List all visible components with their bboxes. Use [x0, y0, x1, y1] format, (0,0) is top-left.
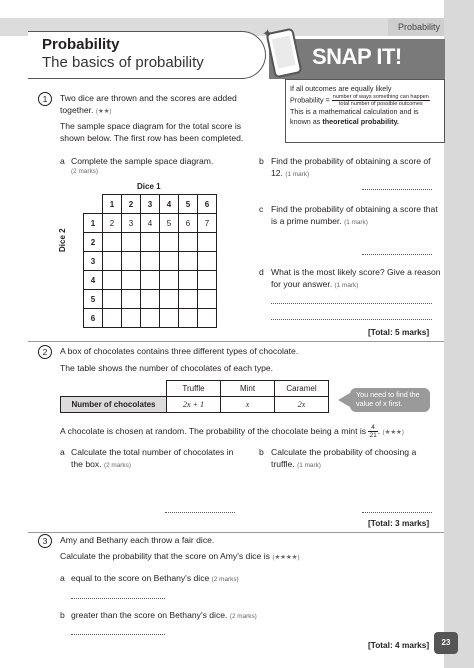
q1b-text: Find the probability of obtaining a score of 12. (1 mark) — [271, 156, 431, 178]
formula-label: Probability = — [290, 95, 330, 105]
snap-formula — [290, 94, 440, 107]
table-value-truffle: 2x + 1 — [167, 397, 221, 413]
q1-total-marks: [Total: 5 marks] — [368, 327, 430, 337]
grid-cell[interactable] — [122, 233, 141, 252]
q1-text2: The sample space diagram for the total score is shown below. The first row has been completed. — [60, 121, 244, 143]
grid-row-head: 5 — [84, 290, 103, 309]
grid-cell[interactable] — [198, 252, 217, 271]
question-number-1: 1 — [38, 92, 52, 106]
grid-cell[interactable] — [122, 252, 141, 271]
question-number-2: 2 — [38, 345, 52, 359]
grid-row-head: 3 — [84, 252, 103, 271]
grid-cell[interactable] — [141, 290, 160, 309]
grid-cell[interactable] — [198, 309, 217, 328]
q1a-marks: (2 marks) — [71, 168, 98, 175]
grid-cell: 6 — [179, 214, 198, 233]
grid-cell[interactable] — [141, 252, 160, 271]
table-corner — [61, 381, 167, 397]
q1c-answer-line[interactable] — [362, 254, 432, 255]
table-row-label: Number of chocolates — [61, 397, 167, 413]
q3b-answer-line[interactable] — [71, 634, 165, 635]
q3-text: Amy and Bethany each throw a fair dice. — [60, 535, 215, 545]
q3b-text: greater than the score on Bethany's dice. (2 marks) — [71, 610, 257, 620]
grid-cell[interactable] — [122, 290, 141, 309]
grid-cell[interactable] — [179, 252, 198, 271]
grid-cell: 4 — [141, 214, 160, 233]
table-value-caramel: 2x — [275, 397, 329, 413]
q1-text: Two dice are thrown and the scores are added together. (★★) — [60, 93, 237, 115]
formula-numerator: number of ways something can happen — [332, 93, 429, 100]
grid-cell[interactable] — [103, 309, 122, 328]
q3a-answer-line[interactable] — [71, 598, 165, 599]
q2-text: A box of chocolates contains three different types of chocolate. — [60, 346, 299, 356]
grid-cell[interactable] — [198, 271, 217, 290]
q1b-answer-line[interactable] — [362, 189, 432, 190]
grid-cell[interactable] — [141, 271, 160, 290]
snap-info-box — [285, 79, 445, 143]
grid-col-head: 6 — [198, 195, 217, 214]
grid-col-head: 5 — [179, 195, 198, 214]
section-label: Probability — [397, 22, 440, 32]
chocolate-table — [60, 380, 329, 413]
table-col-truffle: Truffle — [167, 381, 221, 397]
grid-cell[interactable] — [160, 309, 179, 328]
grid-cell[interactable] — [103, 252, 122, 271]
q1d-label: d — [259, 267, 264, 277]
grid-col-head: 2 — [122, 195, 141, 214]
page-number: 23 — [434, 632, 458, 654]
q2a-label: a — [60, 447, 65, 457]
grid-col-head: 1 — [103, 195, 122, 214]
hint-box: You need to find the value of x first. — [350, 388, 430, 412]
page-title: Probability — [42, 36, 120, 53]
q1b-label: b — [259, 156, 264, 166]
question-number-3: 3 — [38, 534, 52, 548]
q1a-label: a — [60, 156, 65, 166]
grid-cell[interactable] — [160, 271, 179, 290]
table-value-mint: x — [221, 397, 275, 413]
grid-cell: 5 — [160, 214, 179, 233]
snap-bold-term: theoretical probability. — [322, 116, 399, 126]
q1a-text: Complete the sample space diagram. — [71, 156, 214, 166]
grid-col-head: 4 — [160, 195, 179, 214]
grid-cell[interactable] — [122, 271, 141, 290]
q2a-text: Calculate the total number of chocolates in the box. (2 marks) — [71, 447, 234, 469]
q1d-text: What is the most likely score? Give a reason for your answer. (1 mark) — [271, 267, 441, 289]
sample-space-grid — [83, 194, 217, 328]
grid-cell[interactable] — [179, 233, 198, 252]
grid-cell: 3 — [122, 214, 141, 233]
q3a-label: a — [60, 573, 65, 583]
dice1-label: Dice 1 — [137, 182, 161, 191]
hint-arrow-icon — [338, 393, 350, 407]
grid-cell: 7 — [198, 214, 217, 233]
q1c-label: c — [259, 204, 264, 214]
q2b-text: Calculate the probability of choosing a truffle. (1 mark) — [271, 447, 417, 469]
grid-cell[interactable] — [122, 309, 141, 328]
sparkle-icon: ✦ — [262, 26, 273, 41]
grid-row-head: 2 — [84, 233, 103, 252]
q1c-text: Find the probability of obtaining a score that is a prime number. (1 mark) — [271, 204, 438, 226]
grid-cell[interactable] — [103, 290, 122, 309]
q2-total-marks: [Total: 3 marks] — [368, 518, 430, 528]
grid-row-head: 6 — [84, 309, 103, 328]
grid-cell[interactable] — [103, 233, 122, 252]
grid-cell[interactable] — [198, 290, 217, 309]
q2a-answer-line[interactable] — [165, 512, 235, 513]
grid-col-head: 3 — [141, 195, 160, 214]
divider — [28, 341, 444, 342]
grid-cell[interactable] — [141, 233, 160, 252]
formula-denominator: total number of possible outcomes — [338, 100, 423, 107]
grid-cell[interactable] — [103, 271, 122, 290]
dice2-label: Dice 2 — [58, 228, 67, 252]
grid-cell: 2 — [103, 214, 122, 233]
snap-line1: If all outcomes are equally likely — [290, 84, 392, 93]
right-margin-strip — [444, 0, 474, 668]
mint-probability: $\frac{4}{21}$ — [369, 424, 377, 440]
q2-text3: A chocolate is chosen at random. The probability of the chocolate being a mint is $\frac{4}{21}$ . (★★★) — [60, 424, 404, 440]
q1d-answer-line-2[interactable] — [271, 319, 432, 320]
q3b-label: b — [60, 610, 65, 620]
formula-fraction — [332, 94, 430, 107]
q3a-text: equal to the score on Bethany's dice (2 marks) — [71, 573, 239, 583]
q2b-label: b — [259, 447, 264, 457]
grid-cell[interactable] — [198, 233, 217, 252]
grid-cell[interactable] — [179, 309, 198, 328]
grid-row-head: 4 — [84, 271, 103, 290]
grid-row-head: 1 — [84, 214, 103, 233]
table-col-mint: Mint — [221, 381, 275, 397]
q2b-answer-line[interactable] — [362, 512, 432, 513]
grid-cell[interactable] — [160, 252, 179, 271]
grid-cell[interactable] — [160, 290, 179, 309]
page-subtitle: The basics of probability — [42, 54, 204, 71]
snap-it-label: SNAP IT! — [312, 44, 402, 69]
grid-cell[interactable] — [160, 233, 179, 252]
snap-line3: This is a mathematical calculation and is known as theoretical probability. — [290, 106, 419, 126]
q2-text2: The table shows the number of chocolates of each type. — [60, 363, 274, 373]
grid-corner — [84, 195, 103, 214]
q3-text2: Calculate the probability that the score on Amy's dice is (★★★★) — [60, 551, 300, 561]
table-col-caramel: Caramel — [275, 381, 329, 397]
grid-cell[interactable] — [141, 309, 160, 328]
divider — [28, 532, 444, 533]
grid-cell[interactable] — [179, 290, 198, 309]
q3-total-marks: [Total: 4 marks] — [368, 640, 430, 650]
grid-cell[interactable] — [179, 271, 198, 290]
q1d-answer-line-1[interactable] — [271, 303, 432, 304]
